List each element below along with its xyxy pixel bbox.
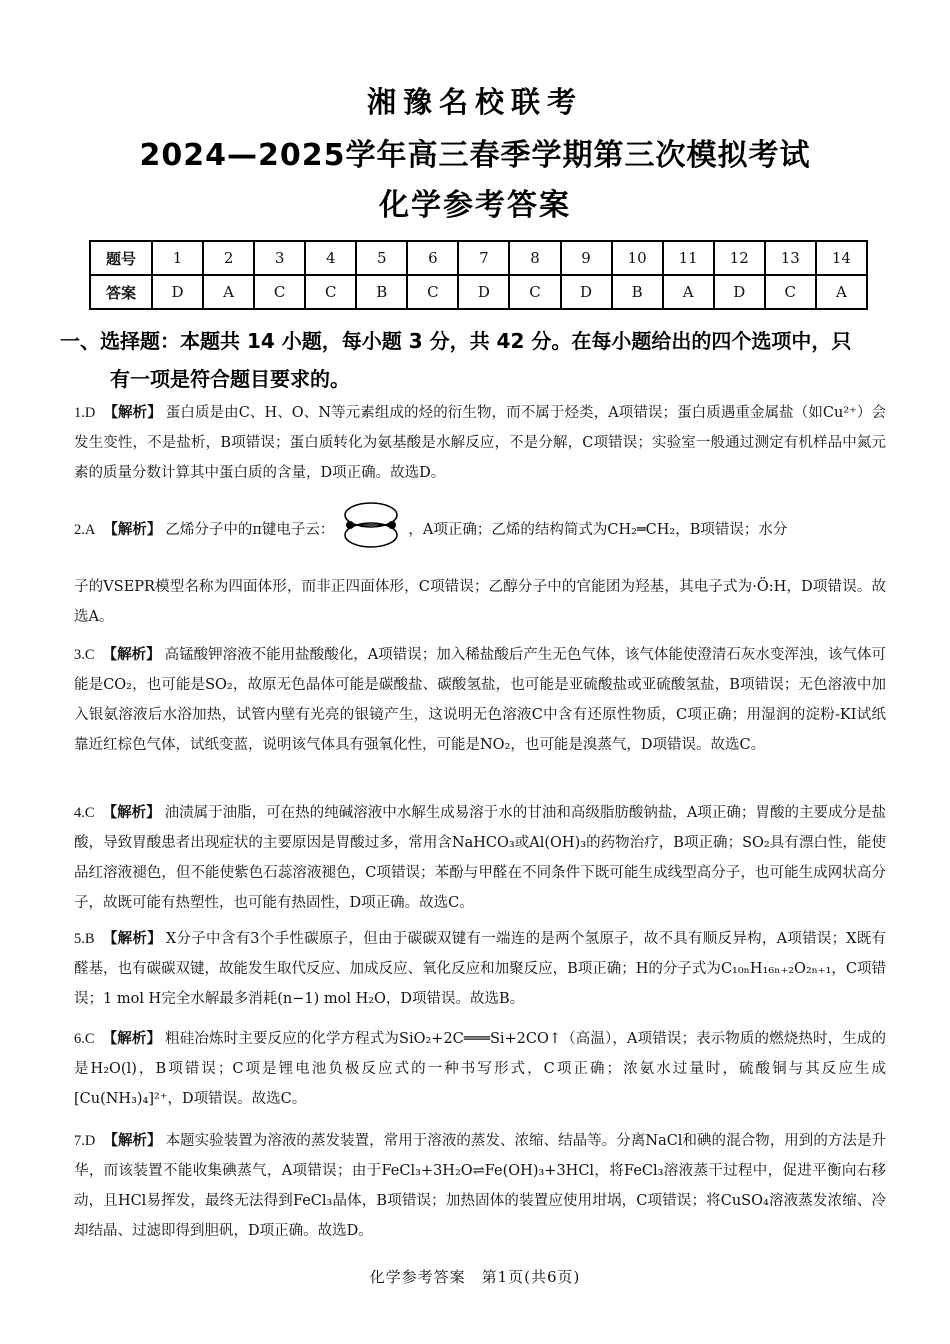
item-number: 4.C xyxy=(74,805,95,821)
question-number-cell: 11 xyxy=(663,241,714,275)
section-heading xyxy=(60,322,890,398)
item-number: 3.C xyxy=(74,647,95,663)
item-text-part-b: ，A项正确；乙烯的结构简式为CH₂═CH₂，B项错误；水分 xyxy=(408,522,788,538)
answer-item-2-continued xyxy=(74,572,886,632)
item-text: 粗硅冶炼时主要反应的化学方程式为SiO₂+2C═══Si+2CO↑（高温），A项错误；表示物质的燃烧热时，生成的是H₂O(l)，B项错误；C项是锂电池负极反应式的一种书写形式，C项正确；浓氨水过量时，硫酸铜与其反应生成[Cu(NH₃)₄]²⁺，D项错误。故选C。 xyxy=(74,1031,886,1107)
question-number-cell: 8 xyxy=(509,241,560,275)
question-number-cell: 7 xyxy=(458,241,509,275)
answer-table xyxy=(89,240,868,310)
answer-item-4 xyxy=(74,798,886,918)
answer-cell: D xyxy=(152,275,203,309)
answer-item-6 xyxy=(74,1024,886,1114)
analysis-tag: 【解析】 xyxy=(102,805,161,821)
item-number: 5.B xyxy=(74,931,95,947)
analysis-tag: 【解析】 xyxy=(102,647,161,663)
exam-union-title: 湘豫名校联考 xyxy=(366,85,583,119)
answer-cell: C xyxy=(407,275,458,309)
analysis-tag: 【解析】 xyxy=(103,405,162,421)
answer-cell: B xyxy=(356,275,407,309)
question-number-cell: 6 xyxy=(407,241,458,275)
question-number-cell: 3 xyxy=(254,241,305,275)
answer-cell: B xyxy=(612,275,663,309)
question-number-row xyxy=(90,241,867,275)
answer-cell: C xyxy=(765,275,816,309)
page-footer: 化学参考答案 第1页(共6页) xyxy=(369,1268,581,1286)
row-header-question: 题号 xyxy=(90,241,152,275)
question-number-cell: 2 xyxy=(203,241,254,275)
item-number: 1.D xyxy=(74,405,96,421)
answer-item-3 xyxy=(74,640,886,760)
analysis-tag: 【解析】 xyxy=(103,522,162,538)
item-text: X分子中含有3个手性碳原子，但由于碳碳双键有一端连的是两个氢原子，故不具有顺反异构，A项错误；X既有醛基，也有碳碳双键，故能发生取代反应、加成反应、氧化反应和加聚反应，B项正确；H的分子式为C₁₀ₙH₁₆ₙ₊₂O₂ₙ₊₁，C项错误；1 mol H完全水解最多消耗(n−1) mol H₂O，D项错误。故选B。 xyxy=(74,931,887,1007)
answer-cell: C xyxy=(509,275,560,309)
question-number-cell: 4 xyxy=(305,241,356,275)
question-number-cell: 9 xyxy=(561,241,612,275)
item-text-part-a: 乙烯分子中的π键电子云： xyxy=(165,522,335,538)
answer-cell: A xyxy=(203,275,254,309)
item-text: 本题实验装置为溶液的蒸发装置，常用于溶液的蒸发、浓缩、结晶等。分离NaCl和碘的混合物，用到的方法是升华，而该装置不能收集碘蒸气，A项错误；由于FeCl₃+3H₂O⇌Fe(OH)₃+3HCl，将FeCl₃溶液蒸干过程中，促进平衡向右移动，且HCl易挥发，最终无法得到FeCl₃晶体，B项错误；加热固体的装置应使用坩埚，C项错误；将CuSO₄溶液蒸发浓缩、冷却结晶、过滤即得到胆矾，D项正确。故选D。 xyxy=(74,1133,887,1239)
section-heading-line2: 有一项是符合题目要求的。 xyxy=(110,367,350,391)
answer-cell: D xyxy=(458,275,509,309)
exam-name-title: 2024—2025学年高三春季学期第三次模拟考试 xyxy=(139,138,811,173)
answer-cell: D xyxy=(561,275,612,309)
item-text: 蛋白质是由C、H、O、N等元素组成的烃的衍生物，而不属于烃类，A项错误；蛋白质遇重金属盐（如Cu²⁺）会发生变性，不是盐析，B项错误；蛋白质转化为氨基酸是水解反应，不是分解，C项错误；实验室一般通过测定有机样品中氮元素的质量分数计算其中蛋白质的含量，D项正确。故选D。 xyxy=(74,405,886,481)
answer-cell: C xyxy=(254,275,305,309)
answer-row xyxy=(90,275,867,309)
item-number: 7.D xyxy=(74,1133,96,1149)
answer-item-5 xyxy=(74,924,886,1014)
analysis-tag: 【解析】 xyxy=(103,1133,162,1149)
analysis-tag: 【解析】 xyxy=(102,1031,162,1047)
document-title: 化学参考答案 xyxy=(379,188,571,223)
item-text: 高锰酸钾溶液不能用盐酸酸化，A项错误；加入稀盐酸后产生无色气体，该气体能使澄清石灰水变浑浊，该气体可能是CO₂，也可能是SO₂，故原无色晶体可能是碳酸盐、碳酸氢盐，也可能是亚硫酸盐或亚硫酸氢盐，B项错误；无色溶液中加入银氨溶液后水浴加热，试管内壁有光亮的银镜产生，这说明无色溶液C中含有还原性物质，C项正确；用湿润的淀粉-KI试纸靠近红棕色气体，试纸变蓝，说明该气体具有强氧化性，可能是NO₂，也可能是溴蒸气，D项错误。故选C。 xyxy=(74,647,887,753)
question-number-cell: 14 xyxy=(816,241,867,275)
section-heading-line1: 一、选择题：本题共 14 小题，每小题 3 分，共 42 分。在每小题给出的四个选项中，只 xyxy=(60,329,852,353)
question-number-cell: 1 xyxy=(152,241,203,275)
analysis-tag: 【解析】 xyxy=(102,931,162,947)
question-number-cell: 12 xyxy=(714,241,765,275)
question-number-cell: 5 xyxy=(356,241,407,275)
answer-item-1 xyxy=(74,398,886,488)
question-number-cell: 10 xyxy=(612,241,663,275)
item-number: 2.A xyxy=(74,522,96,538)
item-text: 油渍属于油脂，可在热的纯碱溶液中水解生成易溶于水的甘油和高级脂肪酸钠盐，A项正确；胃酸的主要成分是盐酸，导致胃酸患者出现症状的主要原因是胃酸过多，常用含NaHCO₃或Al(OH)₃的药物治疗，B项正确；SO₂具有漂白性，能使品红溶液褪色，但不能使紫色石蕊溶液褪色，C项错误；苯酚与甲醛在不同条件下既可能生成线型高分子，也可能生成网状高分子，故既可能有热塑性，也可能有热固性，D项正确。故选C。 xyxy=(74,805,887,911)
answer-cell: A xyxy=(816,275,867,309)
question-number-cell: 13 xyxy=(765,241,816,275)
answer-cell: D xyxy=(714,275,765,309)
pi-bond-electron-cloud-icon xyxy=(336,502,406,548)
answer-item-2 xyxy=(74,512,886,548)
answer-cell: C xyxy=(305,275,356,309)
answer-cell: A xyxy=(663,275,714,309)
row-header-answer: 答案 xyxy=(90,275,152,309)
item-number: 6.C xyxy=(74,1031,95,1047)
item-text-part-c: 子的VSEPR模型名称为四面体形，而非正四面体形，C项错误；乙醇分子中的官能团为羟基，其电子式为·Ö:H，D项错误。故选A。 xyxy=(74,579,886,625)
answer-item-7 xyxy=(74,1126,886,1246)
